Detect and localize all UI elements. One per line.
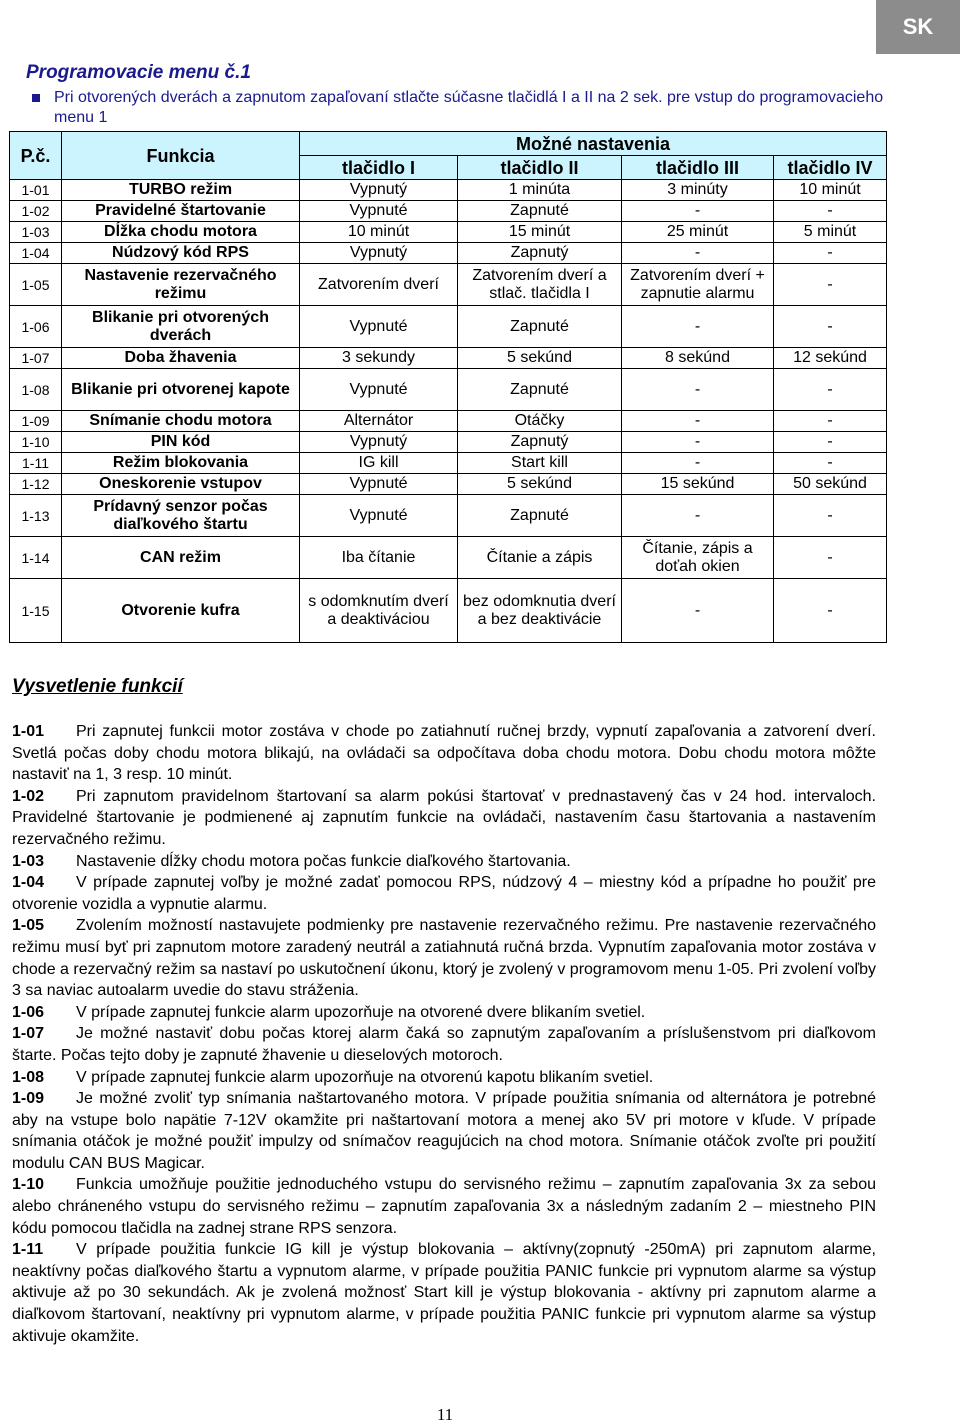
row-option-button-3: - [622, 579, 774, 643]
row-option-button-4: 10 minút [774, 180, 887, 201]
row-code: 1-10 [10, 432, 62, 453]
row-option-button-3: - [622, 495, 774, 537]
row-option-button-3: 3 minúty [622, 180, 774, 201]
table-row [10, 243, 887, 264]
row-code: 1-12 [10, 474, 62, 495]
row-option-button-2: 5 sekúnd [458, 348, 622, 369]
explanation-code: 1-08 [12, 1068, 45, 1086]
explanation-item [12, 1067, 876, 1089]
row-code: 1-02 [10, 201, 62, 222]
table-row [10, 222, 887, 243]
row-option-button-2: 15 minút [458, 222, 622, 243]
explanation-text: Funkcia umožňuje použitie jednoduchého vstupu do servisného režimu – zapnutím zapaľovania 3x za sebou alebo chráneného vstupu do servisného režimu – zapnutím zapaľovania 3x a následným zadaním 2 – miestneho PIN kódu pomocou tlačidla na zadnej strane RPS senzora. [12, 1176, 876, 1237]
explanation-text: V prípade zapnutej voľby je možné zadať pomocou RPS, núdzový 4 – miestny kód a prípadne ho použiť pre otvorenie vozidla a vypnutie alarmu. [12, 874, 876, 913]
row-option-button-4: - [774, 411, 887, 432]
row-option-button-1: Vypnuté [300, 369, 458, 411]
row-option-button-4: - [774, 432, 887, 453]
row-code: 1-14 [10, 537, 62, 579]
instruction-bullet [28, 88, 888, 128]
explanation-text: Nastavenie dĺžky chodu motora počas funkcie diaľkového štartovania. [76, 852, 571, 870]
row-option-button-3: Zatvorením dverí + zapnutie alarmu [622, 264, 774, 306]
row-option-button-2: Čítanie a zápis [458, 537, 622, 579]
row-function-name: TURBO režim [62, 180, 300, 201]
row-option-button-3: - [622, 453, 774, 474]
explanation-item [12, 721, 876, 786]
table-row [10, 537, 887, 579]
instruction-text: Pri otvorených dverách a zapnutom zapaľovaní stlačte súčasne tlačidlá I a II na 2 sek. pre vstup do programovacieho menu 1 [54, 89, 884, 126]
explanation-item [12, 1088, 876, 1174]
header-function: Funkcia [62, 132, 300, 180]
row-option-button-3: 15 sekúnd [622, 474, 774, 495]
row-option-button-2: Zapnutý [458, 243, 622, 264]
row-option-button-1: 10 minút [300, 222, 458, 243]
explanation-code: 1-10 [12, 1176, 45, 1194]
table-row [10, 201, 887, 222]
row-option-button-4: 50 sekúnd [774, 474, 887, 495]
row-option-button-1: Vypnutý [300, 432, 458, 453]
table-row [10, 579, 887, 643]
row-option-button-2: Start kill [458, 453, 622, 474]
row-option-button-2: 1 minúta [458, 180, 622, 201]
row-function-name: CAN režim [62, 537, 300, 579]
row-code: 1-03 [10, 222, 62, 243]
explanation-text: V prípade zapnutej funkcie alarm upozorňuje na otvorené dvere blikaním svetiel. [76, 1003, 646, 1021]
explanation-item [12, 1174, 876, 1239]
row-option-button-4: - [774, 306, 887, 348]
explanation-code: 1-09 [12, 1090, 45, 1108]
row-function-name: Doba žhavenia [62, 348, 300, 369]
row-code: 1-05 [10, 264, 62, 306]
row-option-button-1: 3 sekundy [300, 348, 458, 369]
row-option-button-4: - [774, 264, 887, 306]
table-row [10, 264, 887, 306]
row-function-name: Otvorenie kufra [62, 579, 300, 643]
row-code: 1-06 [10, 306, 62, 348]
row-function-name: Režim blokovania [62, 453, 300, 474]
row-option-button-1: s odomknutím dverí a deaktiváciou [300, 579, 458, 643]
header-button-4: tlačidlo IV [774, 156, 887, 180]
row-option-button-3: - [622, 411, 774, 432]
row-function-name: Dĺžka chodu motora [62, 222, 300, 243]
table-row [10, 474, 887, 495]
row-function-name: Blikanie pri otvorených dverách [62, 306, 300, 348]
row-option-button-3: - [622, 369, 774, 411]
row-function-name: Nastavenie rezervačného režimu [62, 264, 300, 306]
page-title: Programovacie menu č.1 [26, 62, 251, 83]
row-option-button-1: Vypnuté [300, 201, 458, 222]
explanation-text: V prípade použitia funkcie IG kill je výstup blokovania – aktívny(zopnutý -250mA) pri zapnutom alarme, neaktívny počas diaľkového štartu a vypnutom alarme, v prípade použitia PANIC funkcie pri vypnutom alarme sa výstup aktivuje až po 30 sekundách. Ak je zvolená možnosť Start kill je výstup blokovania - aktívny pri zapnutom alarme a diaľkovom štartovaní, neaktívny pri vypnutom alarme, v prípade použitia PANIC funkcie pri vypnutom alarme sa výstup aktivuje okamžite. [12, 1241, 876, 1345]
explanation-item [12, 786, 876, 851]
row-option-button-1: Vypnuté [300, 306, 458, 348]
row-option-button-3: 25 minút [622, 222, 774, 243]
row-code: 1-11 [10, 453, 62, 474]
language-badge: SK [876, 0, 960, 54]
row-option-button-3: - [622, 201, 774, 222]
row-option-button-3: - [622, 432, 774, 453]
row-option-button-3: 8 sekúnd [622, 348, 774, 369]
table-row [10, 180, 887, 201]
settings-table-body [10, 180, 887, 643]
explanation-item [12, 851, 876, 873]
header-code: P.č. [10, 132, 62, 180]
explanation-code: 1-02 [12, 787, 45, 805]
table-row [10, 306, 887, 348]
row-option-button-4: - [774, 495, 887, 537]
row-code: 1-07 [10, 348, 62, 369]
table-row [10, 369, 887, 411]
row-function-name: Núdzový kód RPS [62, 243, 300, 264]
row-code: 1-09 [10, 411, 62, 432]
explanation-text: V prípade zapnutej funkcie alarm upozorňuje na otvorenú kapotu blikaním svetiel. [76, 1068, 654, 1086]
header-button-2: tlačidlo II [458, 156, 622, 180]
explanations-list [12, 721, 876, 1347]
row-code: 1-08 [10, 369, 62, 411]
row-option-button-4: 12 sekúnd [774, 348, 887, 369]
row-option-button-3: - [622, 243, 774, 264]
row-function-name: PIN kód [62, 432, 300, 453]
row-code: 1-04 [10, 243, 62, 264]
row-option-button-1: Vypnuté [300, 474, 458, 495]
explanation-text: Je možné nastaviť dobu počas ktorej alarm čaká so zapnutým zapaľovaním a príslušenstvom pri diaľkovom štarte. Počas tejto doby je zapnuté žhavenie u dieselových motoroch. [12, 1025, 876, 1064]
table-row [10, 411, 887, 432]
explanation-text: Pri zapnutom pravidelnom štartovaní sa alarm pokúsi štartovať v prednastavený čas v 24 hod. intervaloch. Pravidelné štartovanie je podmienené aj zapnutím funkcie na ovládači, nastavením času štartovania a nastavením rezervačného režimu. [12, 787, 876, 848]
row-option-button-1: Alternátor [300, 411, 458, 432]
row-option-button-2: Zatvorením dverí a stlač. tlačidla I [458, 264, 622, 306]
row-option-button-4: - [774, 537, 887, 579]
row-option-button-2: bez odomknutia dverí a bez deaktivácie [458, 579, 622, 643]
header-button-3: tlačidlo III [622, 156, 774, 180]
table-row [10, 432, 887, 453]
row-function-name: Snímanie chodu motora [62, 411, 300, 432]
row-option-button-2: 5 sekúnd [458, 474, 622, 495]
row-option-button-2: Zapnuté [458, 201, 622, 222]
bullet-icon [32, 94, 40, 102]
table-row [10, 495, 887, 537]
row-option-button-1: Zatvorením dverí [300, 264, 458, 306]
explanation-code: 1-11 [12, 1241, 44, 1259]
explanation-item [12, 915, 876, 1001]
row-option-button-4: - [774, 201, 887, 222]
explanation-code: 1-04 [12, 874, 45, 892]
row-function-name: Blikanie pri otvorenej kapote [62, 369, 300, 411]
row-option-button-3: Čítanie, zápis a doťah okien [622, 537, 774, 579]
table-row [10, 453, 887, 474]
explanation-code: 1-05 [12, 917, 45, 935]
explanation-code: 1-03 [12, 852, 45, 870]
explanation-item [12, 1239, 876, 1347]
explanation-item [12, 872, 876, 915]
row-option-button-2: Zapnuté [458, 306, 622, 348]
row-code: 1-13 [10, 495, 62, 537]
explanation-text: Je možné zvoliť typ snímania naštartovaného motora. V prípade použitia snímania od alternátora je potrebné aby na vstupe bolo napätie 7-12V okamžite pri naštartovaní motora a menej ako 5V pri motore v kľude. V prípade snímania otáčok je možné použiť impulzy od snímačov reagujúcich na chod motora. Snímanie otáčok zvoľte pri použití modulu CAN BUS Magicar. [12, 1090, 876, 1172]
row-function-name: Pravidelné štartovanie [62, 201, 300, 222]
row-option-button-3: - [622, 306, 774, 348]
settings-table [9, 131, 887, 643]
explanation-text: Zvolením možností nastavujete podmienky pre nastavenie rezervačného režimu. Pre nastavenie rezervačného režimu musí byť pri zapnutom motore zaradený neutrál a zatiahnutá ručná brzda. Vypnutím zapaľovania motor zostáva v chode a rezervačný režim sa nastaví po uskutočnení úkonu, ktorý je zvolený v programovom menu 1-05. Pri zvolení voľby 3 sa naviac autoalarm uvedie do stavu stráženia. [12, 917, 876, 1000]
row-option-button-4: - [774, 243, 887, 264]
row-option-button-2: Zapnuté [458, 495, 622, 537]
header-button-1: tlačidlo I [300, 156, 458, 180]
explanation-code: 1-01 [12, 723, 45, 740]
row-function-name: Oneskorenie vstupov [62, 474, 300, 495]
row-option-button-2: Zapnuté [458, 369, 622, 411]
explanation-code: 1-06 [12, 1003, 45, 1021]
explanations-title: Vysvetlenie funkcií [12, 676, 183, 697]
row-code: 1-01 [10, 180, 62, 201]
row-option-button-4: - [774, 453, 887, 474]
row-option-button-1: Vypnutý [300, 243, 458, 264]
row-code: 1-15 [10, 579, 62, 643]
table-row [10, 348, 887, 369]
page-number: 11 [436, 1405, 454, 1424]
explanation-item [12, 1002, 876, 1024]
row-function-name: Prídavný senzor počas diaľkového štartu [62, 495, 300, 537]
header-options-group: Možné nastavenia [300, 132, 887, 156]
row-option-button-4: 5 minút [774, 222, 887, 243]
row-option-button-1: Vypnuté [300, 495, 458, 537]
row-option-button-4: - [774, 369, 887, 411]
row-option-button-4: - [774, 579, 887, 643]
row-option-button-2: Zapnutý [458, 432, 622, 453]
row-option-button-2: Otáčky [458, 411, 622, 432]
row-option-button-1: Iba čítanie [300, 537, 458, 579]
explanation-item [12, 1023, 876, 1066]
row-option-button-1: Vypnutý [300, 180, 458, 201]
explanation-text: Pri zapnutej funkcii motor zostáva v chode po zatiahnutí ručnej brzdy, vypnutí zapaľovania a zatvorení dverí. Svetlá počas doby chodu motora blikajú, na ovládači sa odpočítava doba chodu motora. Dobu chodu motora môžte nastaviť na 1, 3 resp. 10 minút. [12, 723, 876, 784]
row-option-button-1: IG kill [300, 453, 458, 474]
explanation-code: 1-07 [12, 1025, 45, 1043]
